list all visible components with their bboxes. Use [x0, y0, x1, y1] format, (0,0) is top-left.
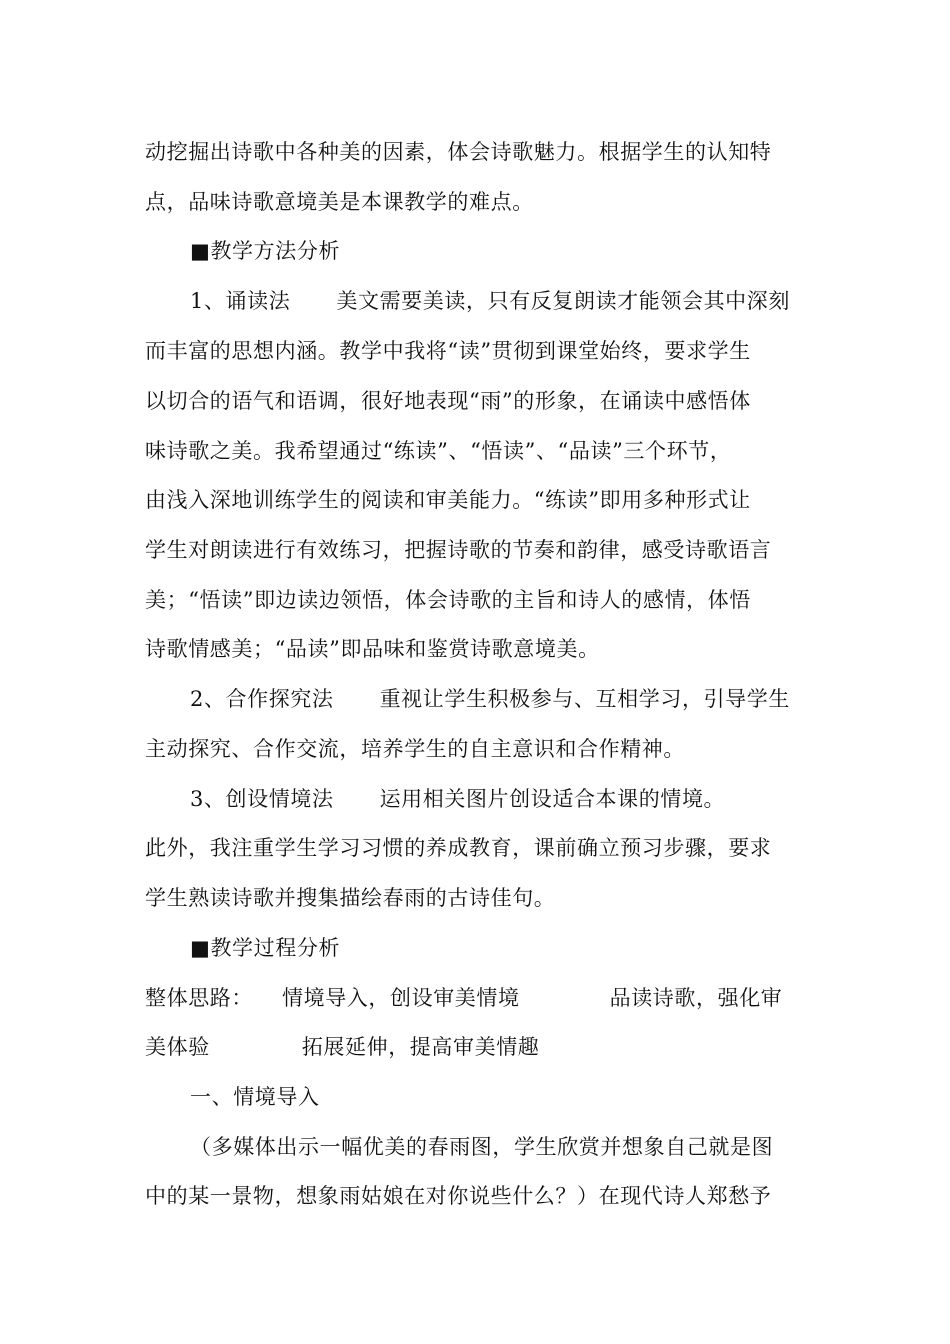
paragraph-line: 点，品味诗歌意境美是本课教学的难点。 — [145, 190, 534, 214]
paragraph-line: 而丰富的思想内涵。教学中我将“读”贯彻到课堂始终，要求学生 — [145, 339, 751, 363]
paragraph-line: 美；“悟读”即边读边领悟，体会诗歌的主旨和诗人的感情，体悟 — [145, 588, 751, 612]
paragraph-line — [145, 983, 815, 1013]
step-two-tail: 美体验 — [145, 1035, 210, 1059]
section-heading: ■教学过程分析 — [190, 936, 341, 960]
paragraph-line — [190, 684, 860, 714]
step-three: 拓展延伸，提高审美情趣 — [301, 1035, 540, 1059]
paragraph-line: 学生对朗读进行有效练习，把握诗歌的节奏和韵律，感受诗歌语言 — [145, 538, 772, 562]
subsection-heading: 一、情境导入 — [190, 1085, 320, 1109]
method-text: 运用相关图片创设适合本课的情境。 — [379, 787, 726, 811]
step-one: 情境导入，创设审美情境 — [282, 986, 520, 1010]
paragraph-line: 味诗歌之美。我希望通过“练读”、“悟读”、“品读”三个环节， — [145, 439, 732, 463]
paragraph-line: 此外，我注重学生学习习惯的养成教育，课前确立预习步骤，要求 — [145, 836, 772, 860]
paragraph-line — [145, 1032, 815, 1062]
method-text: 重视让学生积极参与、互相学习，引导学生 — [379, 687, 790, 711]
section-heading: ■教学方法分析 — [190, 239, 341, 263]
paragraph-line: 学生熟读诗歌并搜集描绘春雨的古诗佳句。 — [145, 886, 556, 910]
paragraph-line — [190, 784, 860, 814]
paragraph-line: 动挖掘出诗歌中各种美的因素，体会诗歌魅力。根据学生的认知特 — [145, 140, 772, 164]
paragraph-line — [190, 286, 860, 316]
paragraph-line: 诗歌情感美；“品读”即品味和鉴赏诗歌意境美。 — [145, 637, 600, 661]
paragraph-line: （多媒体出示一幅优美的春雨图，学生欣赏并想象自己就是图 — [190, 1135, 774, 1159]
paragraph-line: 中的某一景物，想象雨姑娘在对你说些什么？）在现代诗人郑愁予 — [145, 1184, 772, 1208]
method-title: 2、合作探究法 — [190, 687, 334, 711]
paragraph-line: 主动探究、合作交流，培养学生的自主意识和合作精神。 — [145, 737, 685, 761]
method-title: 3、创设情境法 — [190, 787, 334, 811]
step-two: 品读诗歌，强化审 — [609, 986, 783, 1010]
overall-idea-label: 整体思路： — [145, 986, 253, 1010]
paragraph-line: 由浅入深地训练学生的阅读和审美能力。“练读”即用多种形式让 — [145, 488, 751, 512]
paragraph-line: 以切合的语气和语调，很好地表现“雨”的形象，在诵读中感悟体 — [145, 389, 751, 413]
method-title: 1、诵读法 — [190, 289, 291, 313]
method-text: 美文需要美读，只有反复朗读才能领会其中深刻 — [336, 289, 790, 313]
